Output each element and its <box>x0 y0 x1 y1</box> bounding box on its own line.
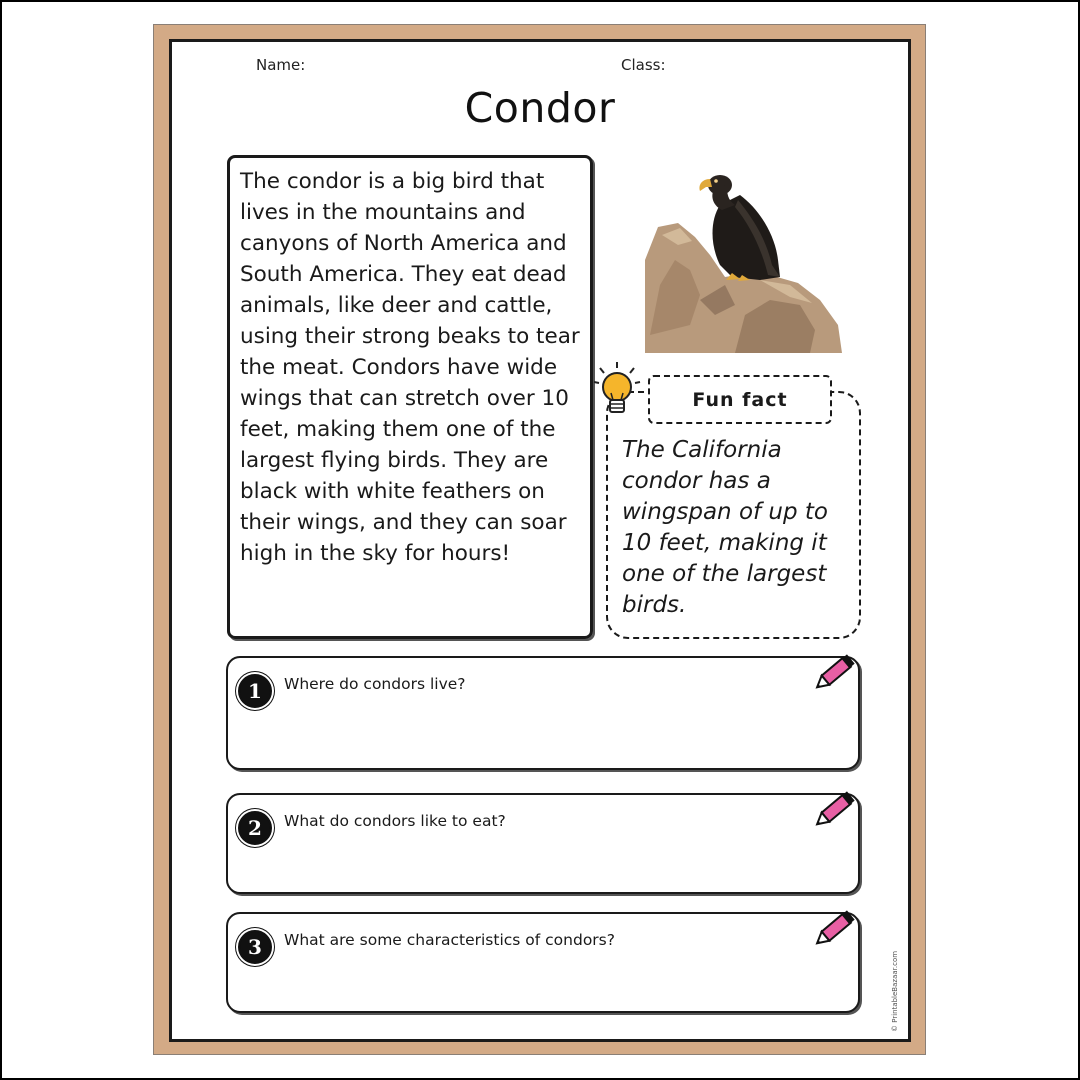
fun-fact-text: The California condor has a wingspan of up to 10 feet, making it one of the largest birds. <box>622 437 829 618</box>
pencil-icon <box>810 787 862 835</box>
question-box-1[interactable] <box>226 656 860 770</box>
question-box-3[interactable] <box>226 912 860 1013</box>
pencil-icon <box>810 650 862 698</box>
lightbulb-icon <box>592 360 642 422</box>
question-number-2: 2 <box>238 811 272 845</box>
name-label: Name: <box>256 56 306 74</box>
copyright-watermark: © PrintableBazaar.com <box>891 950 899 1032</box>
pencil-icon <box>810 906 862 954</box>
page-title: Condor <box>464 84 616 132</box>
question-box-2[interactable] <box>226 793 860 894</box>
question-number-1: 1 <box>238 674 272 708</box>
condor-on-rock-illustration <box>640 165 845 355</box>
question-text-1: Where do condors live? <box>284 675 466 693</box>
question-number-3: 3 <box>238 930 272 964</box>
fun-fact-label: Fun fact <box>648 375 832 424</box>
question-text-3: What are some characteristics of condors? <box>284 931 615 949</box>
question-text-2: What do condors like to eat? <box>284 812 506 830</box>
reading-passage: The condor is a big bird that lives in the mountains and canyons of North America and South America. They eat dead animals, like deer and cattle, using their strong beaks to tear the meat. Condors have wide wings that can stretch over 10 feet, making them one of the largest flying birds. They are black with white feathers on their wings, and they can soar high in the sky for hours! <box>240 169 580 566</box>
class-label: Class: <box>621 56 666 74</box>
